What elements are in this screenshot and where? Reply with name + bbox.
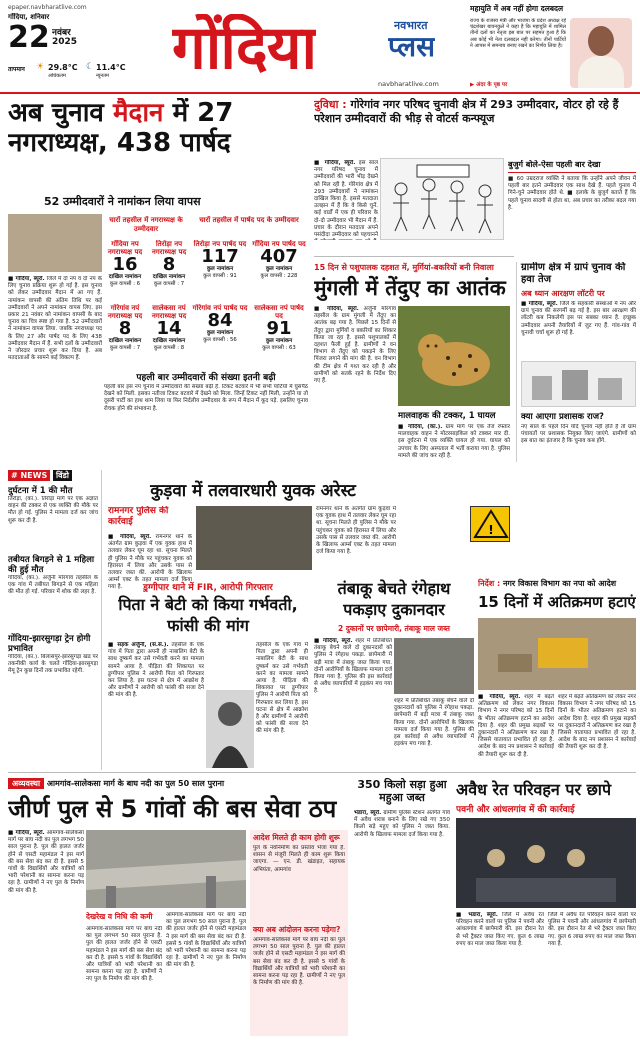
tambaku-story (314, 638, 392, 766)
stat-withdrawn: कुल वापसी : 56 (203, 336, 237, 343)
stat-town: गोरेगांव नपं नगराध्यक्ष पद (107, 304, 143, 320)
dubidha-box-text: ■ 60 उम्रदराज व्यक्ति ने बताया कि उन्होंने अपने जीवन में पहली बार इतने उम्मीदवार एक साथ देखे हैं. पहले चुनाव में गिने-चुने उम्मीदवार होते थे. ■ इलाके के बुजुर्ग बताते हैं कि पहले चुनाव सादगी से होता था, अब प्रचार का तरीका बदल गया है. (508, 176, 636, 211)
pita-kicker: डुग्गीपार थाने में FIR, आरोपी गिरफ्तार (143, 583, 273, 592)
stat-label: दाखिल नामांकन (152, 274, 186, 280)
dubidha-text-body: इस साल नगर परिषद चुनाव में उम्मीदवारों की भारी भीड़ देखने को मिल रही है. गोरेगांव क्षेत्र में 293 उम्मीदवारों ने नामांकन दाखिल किया है. इससे मतदाता उलझन में हैं कि वे किसे चुनें. कई वार्डों में एक ही परिवार के दो-दो उम्मीदवार भी मैदान में हैं. प्रचार के दौरान मतदाता अपने पसंदीदा उम्मीदवार को पहचानने (314, 160, 378, 239)
dubidha-dateline: ■ गोंदिया, ब्यूरो. (314, 160, 356, 166)
site-url[interactable]: navbharatlive.com (378, 80, 439, 88)
stat-ward-3 (250, 304, 308, 364)
kudwa-dateline: ■ गोंदिया, ब्यूरो. (108, 534, 152, 540)
news-item[interactable] (8, 555, 98, 631)
stat-ward-2 (192, 304, 248, 364)
stat-label: दाखिल नामांकन (152, 338, 186, 344)
lead-subhead-2: पहली बार उम्मीदवारों की संख्या इतनी बढ़ी (136, 373, 276, 382)
pul-story (8, 830, 84, 1036)
lead-headline-c: में 27 नगराध्यक्ष, 438 पार्षद (8, 98, 234, 158)
news-item-title: दुर्घटना में 1 की मौत (8, 486, 73, 496)
stat-ward-1 (250, 240, 308, 298)
stat-withdrawn: कुल वापसी : 63 (262, 344, 296, 351)
promo-more[interactable]: ▶ अंदर के पृष्ठ पर (470, 82, 508, 88)
news-tag-2: विंडो (53, 470, 72, 481)
stat-withdrawn: कुल वापसी : 91 (203, 272, 237, 279)
kudwa-sub: रामनगर पुलिस की कार्रवाई (108, 506, 169, 527)
tambaku-text: शहर में प्रतिबंधित तंबाकू बेचने वाले दो दुकानदारों को पुलिस ने रंगेहाथ पकड़ा. छापेमारी में बड़ी मात्रा में तंबाकू जब्त किया गया. दोनों आरोपियों के खिलाफ मामला दर्ज किया गया है. पुलिस की इस कार्रवाई से अवैध व्यापारियों में हड़कंप मच गया है. (314, 638, 392, 695)
news-item-text: गोंदिया, (का.). बिलासपुर-झारसुगड़ा खंड पर तकनीकी कार्य के चलते गोंदिया-झारसुगड़ा मेमू ट्रेन कुछ दिनों तक प्रभावित रहेगी. (8, 654, 98, 675)
promo-title: महायुति में अब नहीं होगा दलबदल (470, 4, 564, 13)
pita-photo (206, 690, 254, 768)
stat-withdrawn: कुल वापसी : 7 (109, 344, 141, 351)
date-day: 22 (8, 22, 50, 54)
mungeli-text: अर्जुनी मोरगांव तहसील के ग्राम मुंगली में तेंदुए का आतंक बढ़ गया है. पिछले 15 दिनों से तेंदुए द्वारा मुर्गियों व बकरियों का शिकार किया जा रहा है. इससे पशुपालकों में दहशत फैली हुई है. ग्रामीणों ने वन विभाग से तेंदुए को पकड़ने के लिए पिंजरा लगाने की मांग की है. वन विभाग की टीम क्षेत्र में गश्त कर रही है और ग्रामीणों को सतर्क रहने के निर्देश दिए गए हैं. (314, 306, 396, 385)
lead-headline-b: मैदान (112, 98, 164, 128)
tambaku-text-2: शहर में प्रतिबंधित तंबाकू बेचने वाले दो दुकानदारों को पुलिस ने रंगेहाथ पकड़ा. छापेमारी में बड़ी मात्रा में तंबाकू जब्त किया गया. दोनों आरोपियों के खिलाफ मामला दर्ज किया गया है. पुलिस की इस कार्रवाई से अवैध व्यापारियों में हड़कंप मच गया है. (394, 698, 474, 748)
stat-value: 8 (162, 254, 176, 275)
mungeli-dateline: ■ गोंदिया, ब्यूरो. (314, 306, 359, 312)
ret-dateline: ■ भंडारा, ब्यूरो. (456, 912, 498, 918)
lead-headline-a: अब चुनाव (8, 98, 104, 128)
epaper-url[interactable]: epaper.navbharatlive.com (8, 4, 87, 11)
gram-dateline: ■ गोंदिया, ब्यूरो. (521, 301, 558, 307)
temp-min: 11.4°C (96, 63, 126, 72)
malwahak-story (398, 424, 510, 474)
gram-box (516, 262, 636, 462)
malwahak-headline[interactable]: मालवाहक की टक्कर, 1 घायल (398, 411, 496, 421)
pul-dateline: ■ गोंदिया, ब्यूरो. (8, 830, 45, 836)
dubidha-box (508, 160, 636, 242)
stat-town: सालेकसा नपं नगराध्यक्ष पद (151, 304, 187, 320)
ward-title: चारों तहसील में पार्षद पद के उम्मीदवार (199, 216, 299, 224)
accident-graphic (470, 506, 510, 542)
malwahak-dateline: ■ गोंदिया, (का.). (398, 424, 443, 430)
nirdesh-kicker (478, 578, 636, 590)
pul-text: आमगांव-सालेकसा मार्ग पर बाघ नदी का पुल लगभग 50 साल पुराना है. पुल की हालत जर्जर होने से एसटी महामंडल ने इस मार्ग की बस सेवा बंद कर दी है. इससे 5 गांवों के विद्यार्थियों और यात्रियों को भारी परेशानी का सामना करना पड़ रहा है. ग्रामीणों ने नए पुल के निर्माण की मांग की है. (8, 830, 84, 894)
lead-text-2: पहली बार इस नप चुनाव में उम्मीदवारों की संख्या बढ़ी है. टिकट बटवारे में भी सभी पार्टियों में घुसपैठ देखने को मिली. इसका नतीजा टिकट बटवारे में देखने को मिला. जिन्हें टिकट नहीं मिली, उन्होंने या तो दूसरी पार्टी का हाथ थाम लिया या फिर निर्दलीय उम्मीदवार के रूप में मैदान में कूद पड़े. इसलिए चुनाव रोचक होने की संभावना है. (104, 384, 308, 412)
lead-story (8, 214, 102, 366)
news-item-text: तिरोड़ा, (का.). तिरोड़ा मार्ग पर एक अज्ञात वाहन की टक्कर से एक व्यक्ति की मौके पर मौत हो गई. पुलिस ने मामला दर्ज कर जांच शुरू कर दी है. (8, 496, 98, 524)
tehsil-title: चारों तहसील में नगराध्यक्ष के उम्मीदवार (109, 216, 183, 233)
dubidha-tag: दुविधा : (314, 98, 347, 111)
malwahak-text: ग्राम मार्ग पर एक तेज रफ्तार मालवाहक वाहन ने मोटरसाइकिल को टक्कर मार दी. इस दुर्घटना में एक व्यक्ति घायल हो गया. घायल को उपचार के लिए अस्पताल में भर्ती कराया गया है. पुलिस मामले की जांच कर रही है. (398, 424, 510, 459)
stat-ward-0 (192, 240, 248, 298)
gram-headline[interactable]: ग्रामीण क्षेत्र में ग्रापं चुनाव की हवा तेज (521, 262, 626, 285)
brand-plus: प्लस (388, 30, 436, 63)
promo-text: राज्य के राजस्व मंत्री और भाजपा के प्रदेश अध्यक्ष रहे चंद्रशेखर बावनकुले ने कहा है कि महायुति में शामिल तीनों दलों का नेतृत्व इस बात पर सहमत हुआ है कि अब कोई भी नेता दलबदल नहीं करेगा। तीनों पार्टियों ने आपस में समन्वय बनाए रखने का निर्णय लिया है। (470, 18, 566, 49)
tambaku-sub: 2 दुकानों पर छापेमारी, तंबाकू माल जब्त (338, 624, 450, 633)
stat-value: 8 (118, 318, 132, 339)
date-month: नवंबर (52, 28, 71, 38)
pita-text-2: तहसील के एक गांव में पिता द्वारा अपनी ही नाबालिग बेटी के साथ दुष्कर्म कर उसे गर्भवती करने का मामला सामने आया है. पीड़िता की शिकायत पर डुग्गीपार पुलिस ने आरोपी पिता को गिरफ्तार कर लिया है. इस घटना से क्षेत्र में आक्रोश है और ग्रामीणों ने आरोपी को फांसी की सजा देने की मांग की है. (256, 642, 308, 735)
news-item[interactable] (8, 486, 98, 552)
gram-story (521, 301, 636, 359)
lead-photo (8, 214, 102, 272)
stat-town: गोंदिया नप नगराध्यक्ष पद (107, 240, 143, 256)
pita-headline[interactable]: पिता ने बेटी को किया गर्भवती, फांसी की मांग (118, 595, 298, 635)
pul-headline[interactable]: जीर्ण पुल से 5 गांवों की बस सेवा ठप (8, 795, 337, 823)
stat-withdrawn: कुल वापसी : 8 (153, 344, 185, 351)
promo-box[interactable] (470, 4, 634, 92)
kudwa-text: रामनगर थाने के अंतर्गत ग्राम कुड़वा में एक युवक हाथ में तलवार लेकर घूम रहा था. सूचना मिलते ही पुलिस ने मौके पर पहुंचकर युवक को हिरासत में लिया और उसके पास से तलवार जब्त की. आरोपी के खिलाफ आर्म्स एक्ट के तहत मामला दर्ज किया गया है. (108, 534, 192, 590)
ret-text: जिले में अवैध रेत परिवहन करने वालों पर पुलिस ने पवनी और आंधलगांव में छापेमारी की. इस दौरान रेत से भरे ट्रैक्टर जब्त किए गए. कुल 6 लाख रुपए का माल जब्त किया गया है. (456, 912, 544, 947)
dubidha-text (314, 160, 378, 240)
news-window (8, 470, 102, 770)
stat-pres-0 (104, 240, 146, 298)
news-item[interactable] (8, 634, 98, 724)
pita-text: तहसील के एक गांव में पिता द्वारा अपनी ही नाबालिग बेटी के साथ दुष्कर्म कर उसे गर्भवती करने का मामला सामने आया है. पीड़िता की शिकायत पर डुग्गीपार पुलिस ने आरोपी पिता को गिरफ्तार कर लिया है. इस घटना से क्षेत्र में आक्रोश है और ग्रामीणों ने आरोपी को फांसी की सजा देने की मांग की है. (108, 642, 204, 699)
nirdesh-text: शहर में बढ़ते अतिक्रमण को लेकर नगर विकास विभाग ने नगर परिषद को 15 दिनों के भीतर अतिक्रमण हटाने का आदेश दिया है. शहर की प्रमुख सड़कों पर दुकानदारों ने अतिक्रमण कर रखा है जिससे यातायात प्रभावित हो रहा है. आदेश के बाद नप प्रशासन ने कार्रवाई की तैयारी शुरू कर दी है. (478, 694, 554, 758)
pul-box-title: आदेश मिलते ही काम होगी शुरू (253, 833, 340, 842)
tambaku-headline[interactable]: तंबाकू बेचते रंगेहाथ पकड़ाए दुकानदार (337, 579, 451, 619)
stat-value: 407 (260, 246, 298, 267)
promo-portrait (570, 18, 632, 88)
news-item-text: गोंदिया, (का.). अर्जुनी मोरगांव तहसील के एक गांव में तबीयत बिगड़ने से एक महिला की मौत हो गई. परिवार में शोक की लहर है. (8, 575, 98, 596)
stat-label: कुल नामांकन (265, 266, 293, 272)
news-item-title: तबीयत बिगड़ने से 1 महिला की हुई मौत (8, 555, 95, 575)
stat-pres-1 (148, 240, 190, 298)
leopard-photo (398, 306, 510, 406)
kudwa-photo (196, 506, 312, 570)
stat-pres-2 (104, 304, 146, 364)
nirdesh-dateline: ■ गोंदिया, ब्यूरो. (478, 694, 521, 700)
stat-withdrawn: कुल वापसी : 7 (153, 280, 185, 287)
stat-town: सालेकसा नपं पार्षद पद (254, 304, 304, 320)
stat-label: कुल नामांकन (265, 338, 293, 344)
edition-dateline: गोंदिया, शनिवार (8, 13, 50, 21)
brand-name: गोंदिया (172, 14, 317, 83)
date-block (8, 22, 148, 60)
stat-value: 91 (266, 318, 292, 339)
nirdesh-text-2: शहर में बढ़ते अतिक्रमण को लेकर नगर विकास विभाग ने नगर परिषद को 15 दिनों के भीतर अतिक्रमण हटाने का आदेश दिया है. शहर की प्रमुख सड़कों पर दुकानदारों ने अतिक्रमण कर रखा है जिससे यातायात प्रभावित हो रहा है. आदेश के बाद नप प्रशासन ने कार्रवाई की तैयारी शुरू कर दी है. (558, 694, 636, 751)
raj-headline[interactable]: क्या आएगा प्रशासक राज? (521, 412, 604, 422)
stat-value: 84 (207, 310, 233, 331)
mahua-dateline: भंडारा, ब्यूरो. (354, 810, 382, 816)
gram-sub: अब ध्यान आरक्षण लॉटरी पर (521, 289, 605, 298)
mahua-headline[interactable]: 350 किलो सड़ा हुआ महुआ जब्त (357, 778, 447, 804)
stat-town: गोंदिया नप पार्षद पद (252, 240, 306, 248)
pul-box (250, 830, 348, 1036)
pul-side-1-text: आमगांव-सालेकसा मार्ग पर बाघ नदी का पुल लगभग 50 साल पुराना है. पुल की हालत जर्जर होने से एसटी महामंडल ने इस मार्ग की बस सेवा बंद कर दी है. इससे 5 गांवों के विद्यार्थियों और यात्रियों को भारी परेशानी का सामना करना पड़ रहा है. ग्रामीणों ने नए पुल के निर्माण की मांग की है. (86, 926, 162, 983)
stat-value: 14 (156, 318, 182, 339)
brand-logo[interactable] (172, 14, 440, 104)
pul-kicker: आमगांव-सालेकसा मार्ग के बाघ नदी का पुल 50 साल पुराना (46, 779, 225, 788)
stat-town: तिरोड़ा नप नगराध्यक्ष पद (151, 240, 187, 256)
news-tag: # NEWS (8, 470, 50, 481)
pul-side-2: क्या अब आंदोलन करना पड़ेगा? (253, 925, 341, 934)
tambaku-dateline: ■ गोंदिया, ब्यूरो. (314, 638, 353, 644)
nirdesh-story (478, 694, 554, 768)
stat-label: दाखिल नामांकन (108, 338, 142, 344)
stat-town: तिरोड़ा नप पार्षद पद (193, 240, 247, 248)
stat-value: 16 (112, 254, 138, 275)
nirdesh-photo (478, 618, 636, 690)
moon-icon: ☾ (86, 62, 95, 72)
pul-box-text: पुल के नवनिर्माण का प्रस्ताव भेजा गया है. शासन से मंजूरी मिलते ही काम शुरू किया जाएगा. — एन. डी. खंडाइत, सहायक अभियंता, आमगांव (253, 845, 345, 873)
sun-icon: ☀ (36, 62, 45, 72)
stat-label: दाखिल नामांकन (108, 274, 142, 280)
stat-withdrawn: कुल वापसी : 6 (109, 280, 141, 287)
lead-text: जिले में दो नप व दो नपं के लिए चुनाव प्रक्रिया शुरू हो गई है. इस चुनाव को लेकर उम्मीदवार मैदान में आ गए हैं. नामांकन वापसी की अंतिम तिथि पर कई उम्मीदवारों ने अपने नामांकन वापस लिए. इस प्रकार 21 नवंबर को नामांकन वापसी के बाद चुनाव का चित्र स्पष्ट हो गया है. 52 उम्मीदवारों ने नामांकन वापस लिया. जबकि नगराध्यक्ष पद के लिए 27 और पार्षद पद के लिए 438 उम्मीदवार मैदान में हैं. सभी दलों के उम्मीदवारों ने जोरदार प्रचार शुरू कर दिया है. अब मतदाताओं के सामने कई विकल्प हैं. (8, 276, 102, 362)
temp-min-label: न्यूनतम (96, 73, 109, 79)
temp-max: 29.8°C (48, 63, 78, 72)
kudwa-headline[interactable]: कुड़वा में तलवारधारी युवक अरेस्ट (150, 481, 356, 501)
pul-kicker-line (8, 778, 348, 790)
weather-label: तापमान (8, 66, 25, 73)
mungeli-headline[interactable]: मुंगली में तेंदुए का आतंक (314, 276, 506, 300)
brand-top: नवभारत (394, 19, 428, 32)
mungeli-kicker: 15 दिन से पशुपालक दहशत में, मुर्गियां-बकरियों बनी निवाला (314, 263, 494, 272)
lead-headline[interactable] (8, 98, 308, 190)
ret-text-2: जिले में अवैध रेत परिवहन करने वालों पर पुलिस ने पवनी और आंधलगांव में छापेमारी की. इस दौरान रेत से भरे ट्रैक्टर जब्त किए गए. कुल 6 लाख रुपए का माल जब्त किया गया है. (548, 912, 636, 947)
stat-value: 117 (201, 246, 239, 267)
stat-label: कुल नामांकन (206, 330, 234, 336)
dubidha-headline[interactable] (314, 98, 636, 152)
pul-side-2-text: आमगांव-सालेकसा मार्ग पर बाघ नदी का पुल लगभग 50 साल पुराना है. पुल की हालत जर्जर होने से एसटी महामंडल ने इस मार्ग की बस सेवा बंद कर दी है. इससे 5 गांवों के विद्यार्थियों और यात्रियों को भारी परेशानी का सामना करना पड़ रहा है. ग्रामीणों ने नए पुल के निर्माण की मांग की है. (253, 937, 345, 987)
nirdesh-kicker-text: नगर विकास विभाग का नपा को आदेश (502, 579, 617, 588)
mahua-story (354, 810, 450, 1036)
svg-text:!: ! (488, 523, 494, 537)
stat-label: कुल नामांकन (206, 266, 234, 272)
tambaku-photo (394, 638, 474, 694)
dubidha-cartoon (380, 158, 504, 240)
dubidha-box-title: बुजुर्ग बोले-ऐसा पहली बार देखा (508, 160, 636, 173)
pul-tag: अव्यवस्था (8, 778, 44, 789)
weather-strip (8, 62, 158, 82)
mungeli-story (314, 306, 396, 456)
lead-subhead: 52 उम्मीदवारों ने नामांकन लिया वापस (44, 195, 201, 208)
raj-text: नए साल के पहले दिन यदि चुनाव नहीं होते हैं तो ग्राम पंचायतों पर प्रशासक नियुक्त किए जाएंगे. ग्रामीणों को इस बात का इंतजार है कि चुनाव कब होंगे. (521, 424, 636, 445)
pita-dateline: ■ सड़क अर्जुनी, (स.सं.). (108, 642, 169, 648)
temp-max-label: अधिकतम (48, 73, 66, 79)
pul-text-2: आमगांव-सालेकसा मार्ग पर बाघ नदी का पुल लगभग 50 साल पुराना है. पुल की हालत जर्जर होने से एसटी महामंडल ने इस मार्ग की बस सेवा बंद कर दी है. इससे 5 गांवों के विद्यार्थियों और यात्रियों को भारी परेशानी का सामना करना पड़ रहा है. ग्रामीणों ने नए पुल के निर्माण की मांग की है. (166, 912, 246, 969)
stat-withdrawn: कुल वापसी : 228 (260, 272, 298, 279)
lead-dateline: ■ गोंदिया, ब्यूरो. (8, 276, 45, 282)
pita-story (108, 642, 204, 768)
ret-sub: पवनी और आंधलगांव में की कार्रवाई (456, 805, 575, 814)
mahua-text: ग्रामीण पुलिस स्टेशन अंतर्गत गांव में अवैध शराब बनाने के लिए रखे गए 350 किलो सड़े महुए को पुलिस ने जब्त किया. आरोपी के खिलाफ मामला दर्ज किया गया है. (354, 810, 450, 838)
pul-side-1: देखरेख व निधि की कमी (86, 912, 153, 921)
ret-photo (456, 818, 636, 908)
news-item-title: गोंदिया-झारसुगड़ा ट्रेन होगी प्रभावित (8, 634, 91, 654)
dubidha-headline-text: गोरेगांव नगर परिषद चुनावी क्षेत्र में 293 उम्मीदवार, वोटर हो रहे हैं परेशान उम्मीदवारों की भीड़ से वोटर्स कन्फ्यूज (314, 98, 619, 125)
ret-headline[interactable]: अवैध रेत परिवहन पर छापे (456, 780, 612, 799)
date-year: 2025 (52, 37, 78, 47)
kudwa-text-2: रामनगर थाने के अंतर्गत ग्राम कुड़वा में एक युवक हाथ में तलवार लेकर घूम रहा था. सूचना मिलते ही पुलिस ने मौके पर पहुंचकर युवक को हिरासत में लिया और उसके पास से तलवार जब्त की. आरोपी के खिलाफ आर्म्स एक्ट के तहत मामला दर्ज किया गया है. (316, 506, 396, 556)
pul-photo (86, 830, 246, 908)
gram-text: जिले के सहकारी संस्थाओं में नप और ग्रापं चुनाव की सरगर्मी बढ़ गई है. इस बार आरक्षण की लॉटरी कब निकलेगी इस पर सबका ध्यान है. इच्छुक उम्मीदवार अपनी तैयारियों में जुट गए हैं. गांव-गांव में चुनावी चर्चा शुरू हो गई है. (521, 301, 636, 336)
gram-illustration (521, 361, 636, 407)
stat-pres-3 (148, 304, 190, 364)
stat-town: गोरेगांव नपं पार्षद पद (192, 304, 248, 312)
nirdesh-headline[interactable]: 15 दिनों में अतिक्रमण हटाएं (478, 593, 636, 611)
nirdesh-tag: निर्देश : (478, 579, 501, 588)
ret-story (456, 912, 544, 1036)
